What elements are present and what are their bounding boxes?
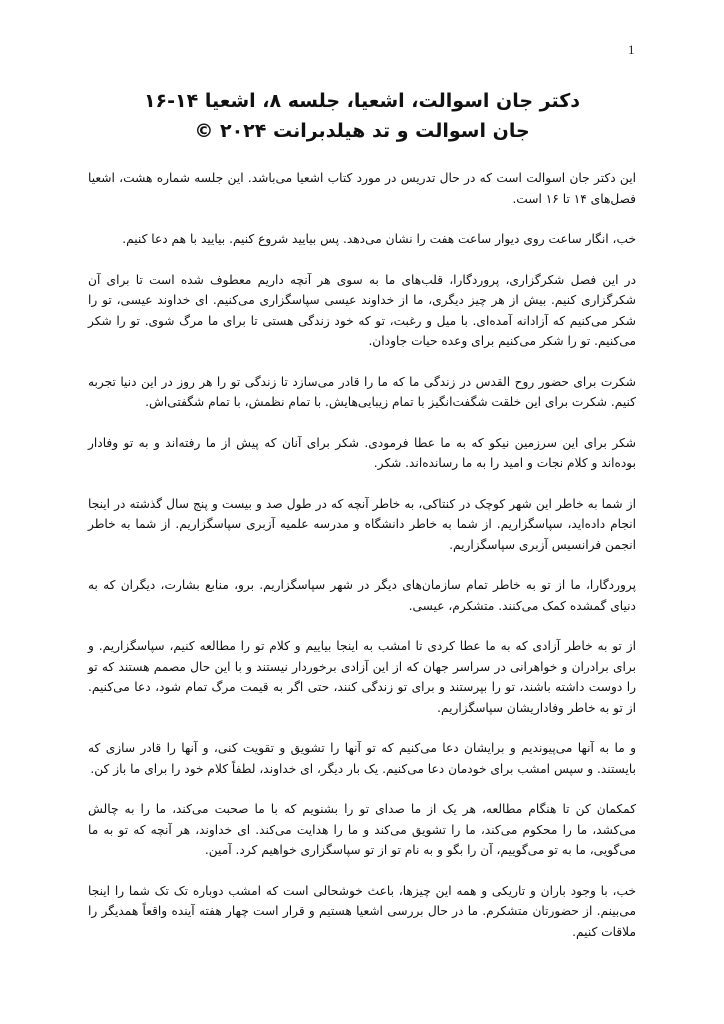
paragraph-organizations: پروردگارا، ما از تو به خاطر تمام سازمان‌های دیگر در شهر سپاسگزاریم. برو، منابع بشارت، دیگران که به دنیای گمشده کمک می‌کنند. متشکرم، عیسی. xyxy=(88,578,636,613)
paragraph-help-us: کمکمان کن تا هنگام مطالعه، هر یک از ما صدای تو را بشنویم که با ما صحبت می‌کند، ما را به چالش می‌کشد، ما را محکوم می‌کند، ما را تشویق می‌کند و ما را هدایت می‌کند. ای خداوند، هر آنچه که تو به ما می‌گویی، ما به تو می‌گوییم، آن را بگو و به نام تو از تو سپاسگزاری خواهیم کرد. آمین. xyxy=(88,802,636,857)
paragraph-start-prayer: خب، انگار ساعت روی دیوار ساعت هفت را نشان می‌دهد. پس بیایید شروع کنیم. بیایید با هم دعا کنیم. xyxy=(122,232,636,246)
paragraph-kentucky-town: از شما به خاطر این شهر کوچک در کنتاکی، به خاطر آنچه که در طول صد و بیست و پنج سال گذشته در اینجا انجام داده‌اید، سپاسگزاریم. از شما به خاطر دانشگاه و مدرسه علمیه آزبری سپاسگزاریم. از شما به خاطر انجمن فرانسیس آزبری سپاسگزاریم. xyxy=(88,496,636,552)
copyright-line: جان اسوالت و تد هیلدبرانت ۲۰۲۴ © xyxy=(194,120,530,142)
paragraph-closing: خب، با وجود باران و تاریکی و همه این چیزها، باعث خوشحالی است که امشب دوباره تک تک شما را اینجا می‌بینم. از حضورتان متشکرم. ما در حال بررسی اشعیا هستیم و قرار است چهار هفته آینده واقعاً همدیگر را ملاقات کنیم. xyxy=(88,883,636,939)
title-block xyxy=(60,86,664,146)
page-number: 1 xyxy=(628,42,635,57)
paragraph-holy-spirit: شکرت برای حضور روح القدس در زندگی ما که ما را قادر می‌سازد تا زندگی تو را هر روز در این دنیا تجربه کنیم. شکرت برای این خلقت شگفت‌انگیز با تمام زیبایی‌هایش. با تمام نظمش، با تمام شگفتی‌اش. xyxy=(88,374,636,409)
paragraph-thanksgiving: در این فصل شکرگزاری، پروردگارا، قلب‌های ما به سوی هر آنچه داریم معطوف شده است تا برای آن شکرگزاری کنیم. بیش از هر چیز دیگری، ما از خداوند عیسی سپاسگزاری می‌کنیم. ای خداوند عیسی، تو را شکر می‌کنیم که آزادانه آمده‌ای. با میل و رغبت، تو که خود زندگی هستی تا برای ما مرگ شوی. تو را شکر می‌کنیم. تو را شکر می‌کنیم برای وعده حیات جاودان. xyxy=(88,272,636,348)
transcript-body xyxy=(88,168,636,962)
paragraph-good-land: شکر برای این سرزمین نیکو که به ما عطا فرمودی. شکر برای آنان که پیش از ما رفته‌اند و به تو وفادار بوده‌اند و کلام نجات و امید را به ما رسانده‌اند. شکر. xyxy=(88,435,636,470)
paragraph-freedom: از تو به خاطر آزادی که به ما عطا کردی تا امشب به اینجا بیاییم و کلام تو را مطالعه کنیم، سپاسگزاریم. و برای برادران و خواهرانی در سراسر جهان که از این آزادی برخوردار نیستند و با این حال مصمم هستند که تو را دوست داشته باشند، تو را بپرستند و برای تو زندگی کنند، حتی اگر به قیمت مرگ تمام شود، دعا می‌کنیم. از تو به خاطر وفاداریشان سپاسگزاریم. xyxy=(88,639,636,715)
paragraph-intro: این دکتر جان اسوالت است که در حال تدریس در مورد کتاب اشعیا می‌باشد. این جلسه شماره هشت، اشعیا فصل‌های ۱۴ تا ۱۶ است. xyxy=(88,171,636,206)
document-title: دکتر جان اسوالت، اشعیا، جلسه ۸، اشعیا ۱۴-۱۶ xyxy=(143,90,581,112)
paragraph-intercession: و ما به آنها می‌پیوندیم و برایشان دعا می‌کنیم که تو آنها را تشویق و تقویت کنی، و آنها را قادر سازی که بایستند. و سپس امشب برای خودمان دعا می‌کنیم. یک بار دیگر، ای خداوند، لطفاً کلام خود را برای ما باز کن. xyxy=(88,741,636,776)
